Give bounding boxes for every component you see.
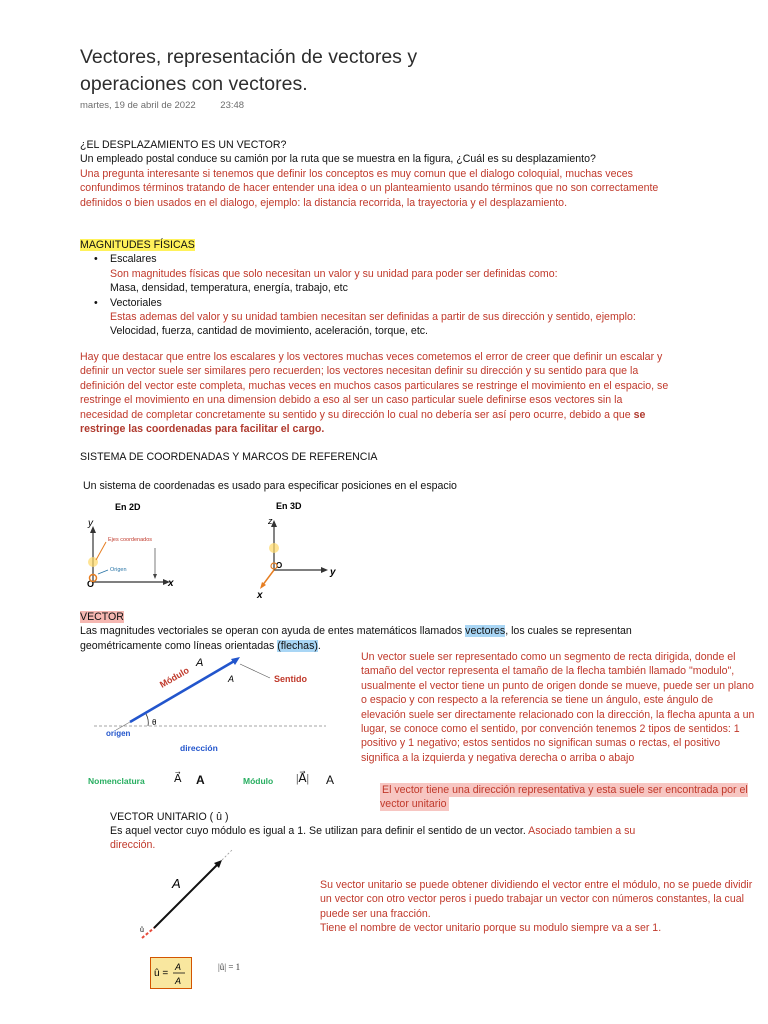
nomenclature-bold-A: A (196, 773, 205, 787)
scalar-def: Son magnitudes físicas que solo necesitan un valor y su unidad para poder ser definidas como: (110, 267, 558, 280)
unitario-heading: VECTOR UNITARIO ( û ) (110, 811, 229, 823)
modulo-nomenclature-label: Módulo (243, 776, 274, 786)
fig3d-x-label: x (257, 590, 263, 600)
unit-figure-u: û (140, 927, 144, 934)
unitario-def: Es aquel vector cuyo módulo es igual a 1. Se utilizan para definir el sentido de un vector. Asociado tambien a su dirección. (110, 825, 636, 852)
vector-A-label-2: A (228, 674, 235, 684)
fig2d-origin: O (87, 579, 95, 589)
vector-boxed-note: El vector tiene una dirección representativa y esta suele ser encontrada por el vector unitario (380, 784, 748, 811)
vector-direccion-label: dirección (180, 743, 218, 753)
fig3d-title: En 3D (276, 501, 302, 511)
intro-note: Una pregunta interesante si tenemos que definir los conceptos es muy comun que el dialogo coloquial, muchas veces confundimos términos tratando de hacer entender una idea o un planteamiento usando términos que no son correctamente definidos o bien usados en el dialogo, ejemplo: la distancia recorrida, la trayectoria y el desplazamiento. (80, 167, 659, 209)
fig3d-y-label: y (330, 567, 336, 578)
unit-formula-den: A (175, 976, 182, 986)
vector-item: • Vectoriales (80, 296, 680, 310)
vector-explanation: Un vector suele ser representado como un segmento de recta dirigida, donde el tamaño del vector representa el tamaño de la flecha también llamado "modulo", usualmente el vector tiene un punto de origen donde se mueve, puede ser un plano o espacio y con respecto a la referencia se tiene un ángulo, este ángulo de elevación suele ser directamente relacionado con la dirección, la flecha apunta a un lugar, se conoce como el sentido, por convención tenemos 2 tipos de sentidos: 1 positivo y 1 negativo; estos sentidos no significan sumas o rectas, el positivo significa a la izquierda y negativa derecha o arriba o abajo (361, 651, 755, 764)
magnitudes-paragraph: Hay que destacar que entre los escalares y los vectores muchas veces cometemos el error de creer que definir un escalar y definir un vector suele ser similares pero recuerden; los vectores necesitan definir su dirección y su sentido para que la definición del vector este completa, muchas veces en muchos casos particulares se restringe el movimiento en el espacio, se restringe el movimiento en una dimension debido a eso al ser un caso particular suele definirse esos vectores sin la necesidad de completar concretamente su sentido y su dirección lo cual no debería ser así pero ocurre, debido a que se restringe las coordenadas para facilitar el cargo. (80, 351, 669, 436)
page-title (80, 44, 417, 98)
vector-origen-label: origen (106, 729, 131, 738)
nomenclatura-label: Nomenclatura (88, 776, 145, 786)
intro-question: ¿EL DESPLAZAMIENTO ES UN VECTOR? (80, 139, 287, 151)
page-date: martes, 19 de abril de 2022 (80, 100, 196, 111)
page-time: 23:48 (220, 100, 245, 111)
intro-statement: Un empleado postal conduce su camión por la ruta que se muestra en la figura, ¿Cuál es su desplazamiento? (80, 153, 596, 166)
unit-abs-formula: |û| = 1 (218, 962, 241, 972)
intro-block (80, 138, 680, 210)
flechas-highlight: (flechas) (277, 639, 318, 652)
fig2d-title: En 2D (115, 502, 141, 512)
title-line-1: Vectores, representación de vectores y (80, 46, 418, 68)
coord-3d-figure (250, 496, 350, 600)
magnitudes-paragraph-bold: se restringe las coordenadas para facilitar el cargo. (80, 408, 646, 436)
vector-modulo-label: Módulo (158, 665, 191, 690)
vector-A-label: A (196, 657, 204, 669)
fig3d-z-label: z (268, 516, 273, 526)
vector-examples: Velocidad, fuerza, cantidad de movimiento, aceleración, torque, etc. (110, 325, 428, 338)
fig2d-y-label: y (88, 518, 93, 529)
unit-vector-figure (132, 848, 242, 948)
coords-sentence: Un sistema de coordenadas es usado para especificar posiciones en el espacio (83, 480, 457, 492)
title-line-2: operaciones con vectores. (80, 73, 308, 95)
vector-sentido-label: Sentido (274, 674, 307, 684)
unit-figure-A: A (172, 876, 181, 891)
fig2d-x-label: x (168, 578, 174, 589)
modulo-plain-A: A (326, 773, 335, 787)
coord-2d-figure (82, 496, 192, 594)
unitario-explanation: Su vector unitario se puede obtener dividiendo el vector entre el módulo, no se puede dividir un vector con otro vector peros i puedo trabajar un vector con números constantes, la cual puede ser una fracción. Tiene el nombre de vector unitario porque su modulo siempre va a ser 1. (320, 879, 753, 935)
vector-heading: VECTOR (80, 611, 124, 623)
nomenclature-arrow-A: A⃗ (174, 773, 182, 785)
vector-def: Estas ademas del valor y su unidad tambien necesitan ser definidas a partir de sus dirección y sentido, ejemplo: (110, 311, 636, 324)
fig2d-ejes-label: Ejes coordenados (108, 537, 153, 543)
unit-formula-num: A (175, 962, 182, 972)
unit-formula-box (150, 957, 192, 989)
fig2d-origen-label: Origen (110, 567, 127, 573)
page-meta (80, 100, 266, 111)
scalar-examples: Masa, densidad, temperatura, energía, trabajo, etc (110, 282, 348, 295)
vector-intro: VECTOR Las magnitudes vectoriales se operan con ayuda de entes matemáticos llamados vectores, los cuales se representan geométricamente como líneas orientadas (flechas). (80, 611, 632, 652)
magnitudes-block (80, 238, 680, 339)
vectores-highlight: vectores (465, 625, 506, 638)
unit-formula-lhs: û = (154, 968, 169, 979)
nomenclature-row (88, 770, 348, 790)
modulo-abs-A: |A⃗| (296, 771, 310, 785)
vector-theta-label: θ (152, 718, 157, 727)
fig3d-origin: O (276, 561, 283, 570)
coords-heading: SISTEMA DE COORDENADAS Y MARCOS DE REFERENCIA (80, 451, 378, 463)
scalar-item: • Escalares (80, 252, 680, 266)
magnitudes-heading: MAGNITUDES FÍSICAS (80, 239, 195, 251)
